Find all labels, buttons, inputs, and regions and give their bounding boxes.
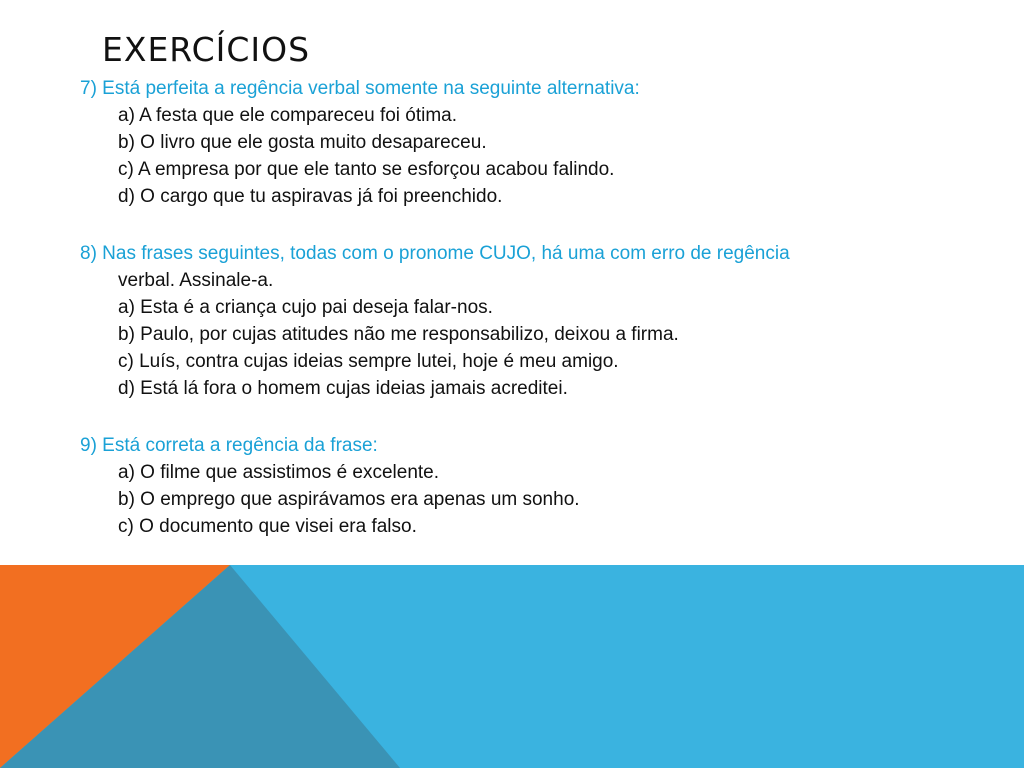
question-prompt: 8) Nas frases seguintes, todas com o pronome CUJO, há uma com erro de regência (80, 243, 790, 264)
option-b: b) Paulo, por cujas atitudes não me responsabilizo, deixou a firma. (118, 324, 679, 345)
option-a: a) O filme que assistimos é excelente. (118, 462, 440, 483)
question-8 (80, 240, 980, 402)
option-c: c) Luís, contra cujas ideias sempre lutei, hoje é meu amigo. (118, 351, 619, 372)
question-prompt-continuation: verbal. Assinale-a. (118, 270, 274, 291)
option-a: a) A festa que ele compareceu foi ótima. (118, 105, 458, 126)
question-prompt: 7) Está perfeita a regência verbal somente na seguinte alternativa: (80, 78, 640, 99)
decorative-footer-shapes (0, 565, 1024, 768)
question-7 (80, 75, 980, 210)
option-c: c) O documento que visei era falso. (118, 516, 417, 537)
option-c: c) A empresa por que ele tanto se esforçou acabou falindo. (118, 159, 615, 180)
option-a: a) Esta é a criança cujo pai deseja falar-nos. (118, 297, 493, 318)
question-prompt: 9) Está correta a regência da frase: (80, 435, 378, 456)
option-d: d) O cargo que tu aspiravas já foi preenchido. (118, 186, 503, 207)
question-9 (80, 432, 980, 540)
slide-title: EXERCÍCIOS (102, 30, 311, 69)
option-b: b) O livro que ele gosta muito desapareceu. (118, 132, 487, 153)
option-d: d) Está lá fora o homem cujas ideias jamais acreditei. (118, 378, 568, 399)
slide-content (80, 75, 980, 570)
option-b: b) O emprego que aspirávamos era apenas um sonho. (118, 489, 580, 510)
